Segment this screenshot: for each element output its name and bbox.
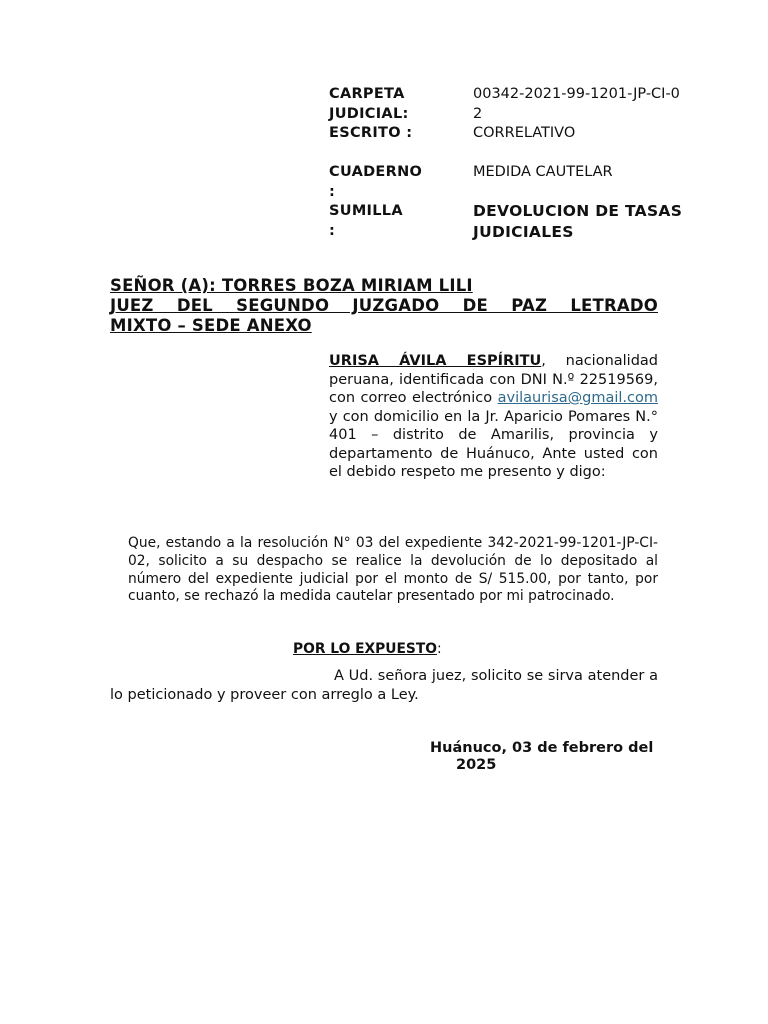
- header-label-escrito: ESCRITO :: [329, 125, 413, 141]
- date-line-city: Huánuco, 03 de febrero del: [430, 740, 654, 756]
- petitioner-text-after-email: y con domicilio en la Jr. Aparicio Pomares N.° 401 – distrito de Amarilis, provincia y departamento de Huánuco, Ante usted con el debido respeto me presento y digo:: [329, 408, 658, 480]
- petitioner-paragraph: [329, 352, 658, 482]
- conclusion-label: POR LO EXPUESTO: [293, 641, 437, 657]
- request-paragraph: Que, estando a la resolución N° 03 del expediente 342-2021-99-1201-JP-CI-02, solicito a su despacho se realice la devolución de lo depositado al número del expediente judicial por el monto de S/ 515.00, por tanto, por cuanto, se rechazó la medida cautelar presentado por mi patrocinado.: [128, 535, 658, 605]
- header-value-sumilla: DEVOLUCION DE TASAS JUDICIALES: [473, 202, 683, 241]
- signature-date: [430, 740, 660, 774]
- closing-paragraph: A Ud. señora juez, solicito se sirva atender a lo peticionado y proveer con arreglo a Ley.: [110, 668, 658, 703]
- addressee-line-judge-name: SEÑOR (A): TORRES BOZA MIRIAM LILI: [110, 276, 473, 295]
- addressee-block: [110, 276, 658, 336]
- petitioner-name: URISA ÁVILA ESPÍRITU: [329, 353, 542, 369]
- header-label-carpeta: CARPETA JUDICIAL:: [329, 86, 409, 122]
- conclusion-heading: [293, 640, 442, 658]
- header-label-sumilla: SUMILLA :: [329, 203, 403, 239]
- conclusion-colon: :: [436, 641, 442, 657]
- header-label-cuaderno: CUADERNO :: [329, 164, 423, 200]
- petitioner-text-before-email: , nacionalidad peruana, identificada con DNI N.º 22519569, con correo electrónico: [329, 353, 659, 406]
- header-value-escrito: CORRELATIVO: [473, 125, 576, 141]
- header-value-cuaderno: MEDIDA CAUTELAR: [473, 164, 613, 180]
- header-value-carpeta: 00342-2021-99-1201-JP-CI-02: [473, 86, 680, 122]
- addressee-line-seat: MIXTO – SEDE ANEXO: [110, 316, 312, 335]
- date-line-year: 2025: [456, 757, 497, 773]
- addressee-line-court: JUEZ DEL SEGUNDO JUZGADO DE PAZ LETRADO: [110, 296, 658, 315]
- petitioner-email-link[interactable]: avilaurisa@gmail.com: [497, 390, 658, 406]
